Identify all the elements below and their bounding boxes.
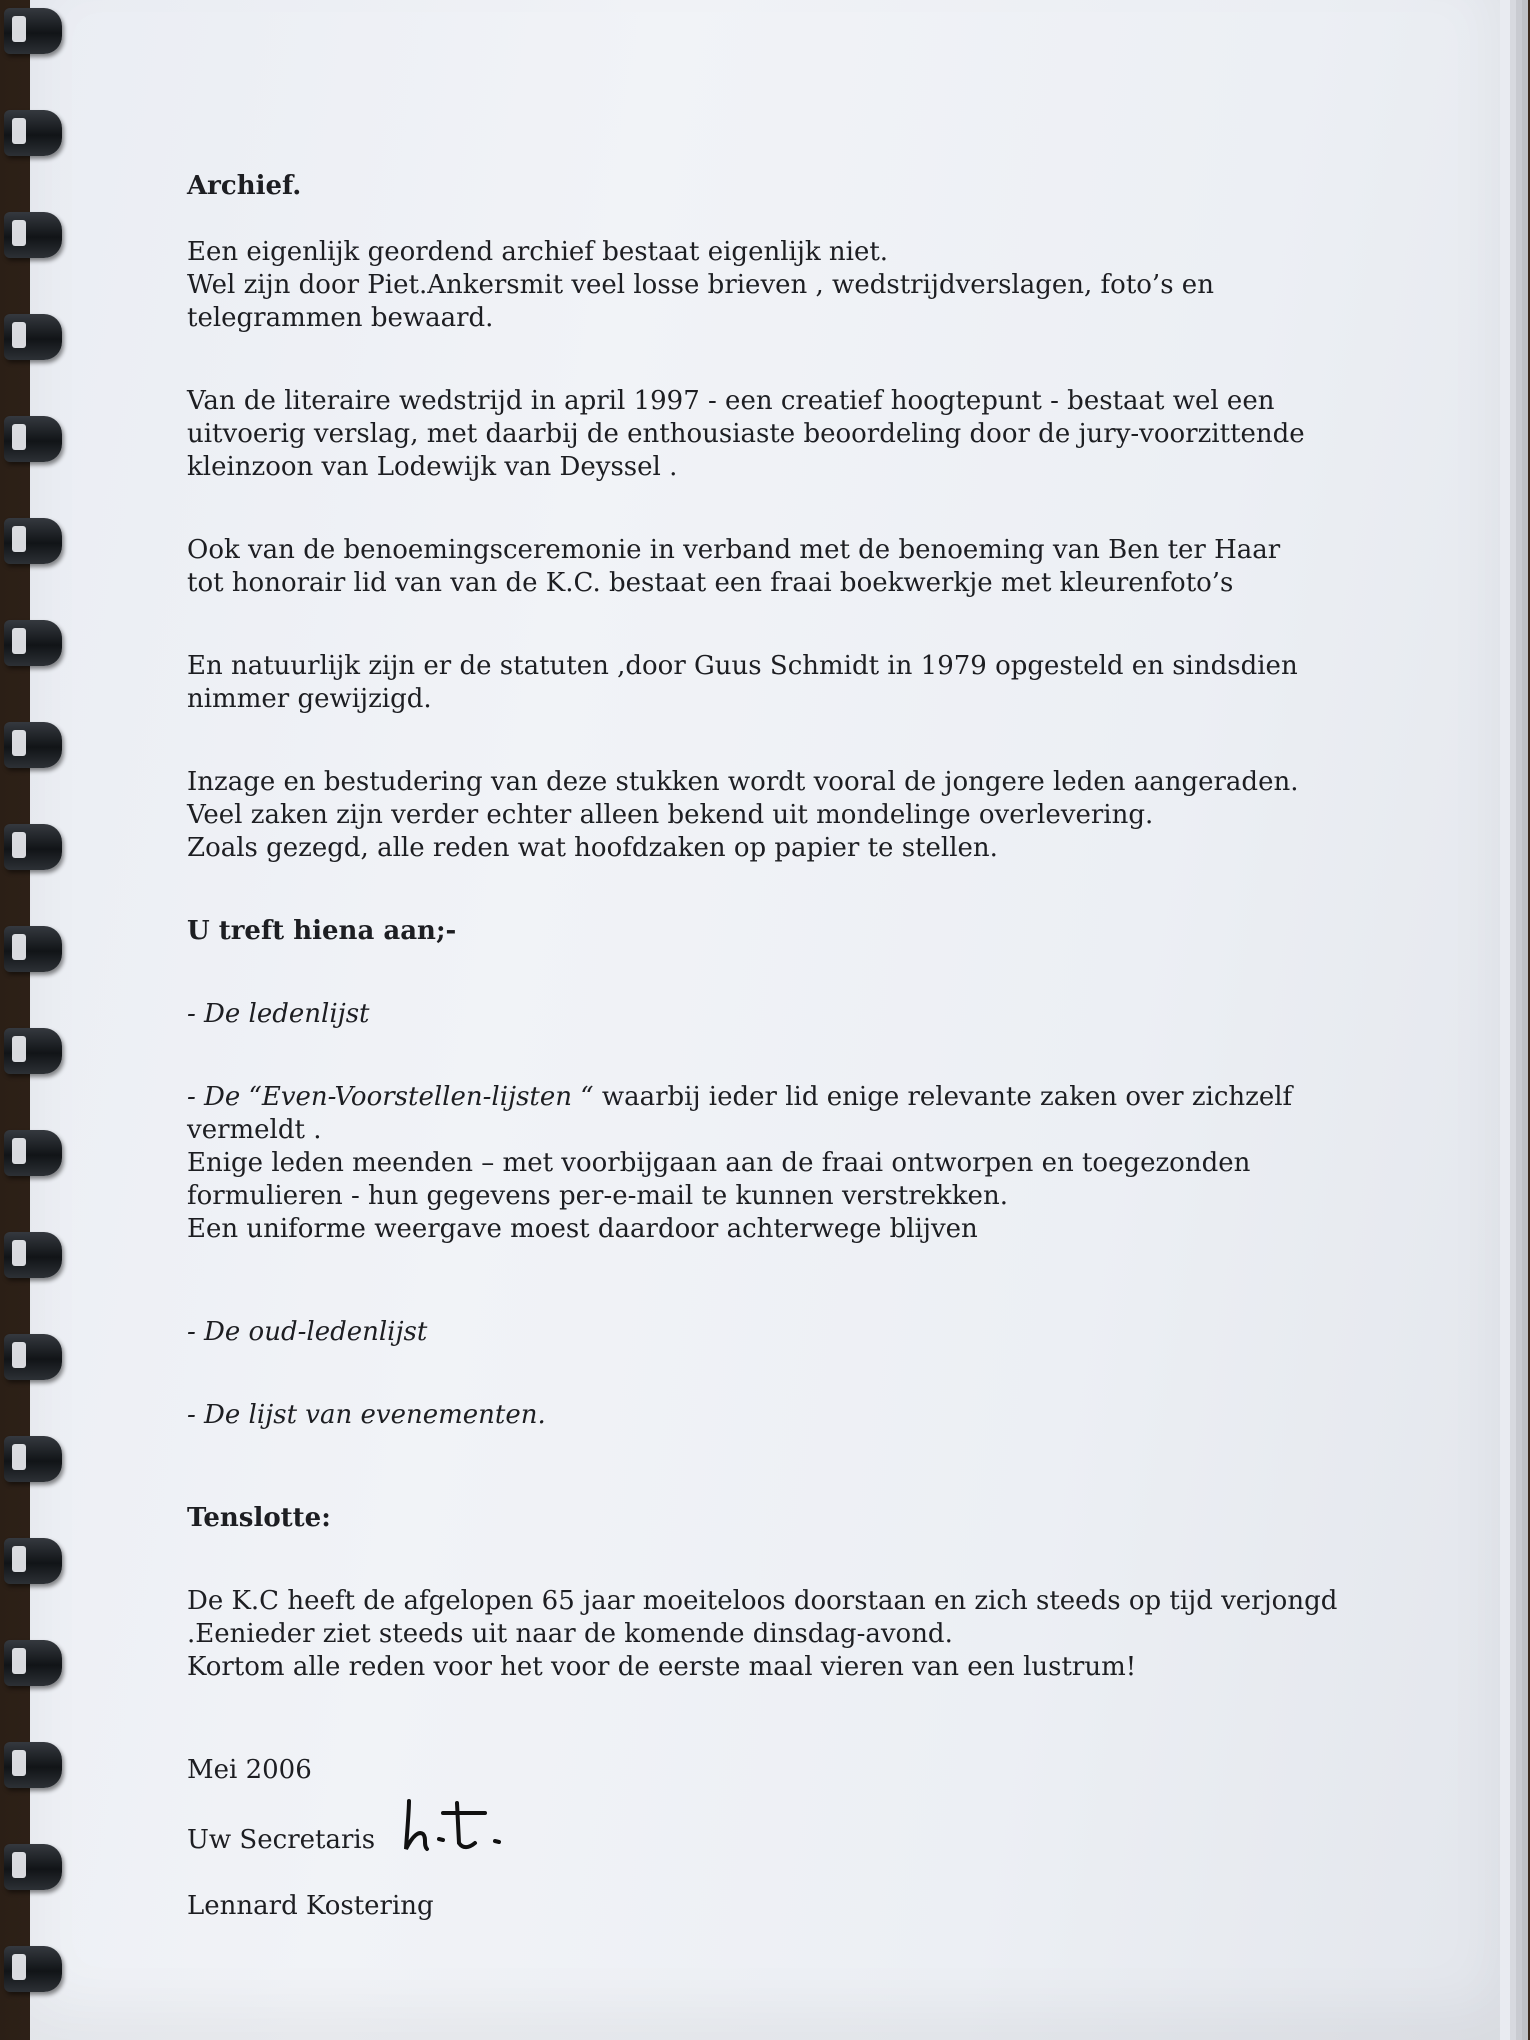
spiral-ring: [4, 926, 62, 972]
spiral-binding: [0, 0, 80, 2040]
list-item-ledenlijst: - De ledenlijst: [187, 999, 370, 1029]
spiral-ring: [4, 1028, 62, 1074]
document-title: Archief.: [187, 171, 302, 201]
closing-line-3: Kortom alle reden voor het voor de eerste maal vieren van een lustrum!: [187, 1652, 1137, 1682]
author-name: Lennard Kostering: [187, 1891, 434, 1921]
spiral-ring: [4, 1130, 62, 1176]
spiral-ring: [4, 1436, 62, 1482]
paragraph-5-line-3: Zoals gezegd, alle reden wat hoofdzaken op papier te stellen.: [187, 833, 998, 863]
spiral-ring: [4, 1334, 62, 1380]
paragraph-2-line-2: uitvoerig verslag, met daarbij de enthousiaste beoordeling door de jury-voorzittende: [187, 419, 1305, 449]
paragraph-1-line-2: Wel zijn door Piet.Ankersmit veel losse brieven , wedstrijdverslagen, foto’s en: [187, 270, 1214, 300]
list-item-evenementen: - De lijst van evenementen.: [187, 1400, 546, 1430]
list-item-even-voorstellen-title: - De “Even-Voorstellen-lijsten “: [187, 1082, 594, 1112]
spiral-ring: [4, 8, 62, 54]
list-item-even-voorstellen: [187, 1081, 1387, 1114]
signoff-text: Uw Secretaris: [187, 1825, 376, 1855]
spiral-ring: [4, 110, 62, 156]
spiral-ring: [4, 1742, 62, 1788]
paragraph-4-line-1: En natuurlijk zijn er de statuten ,door Guus Schmidt in 1979 opgesteld en sindsdien: [187, 651, 1298, 681]
spiral-ring: [4, 212, 62, 258]
spiral-ring: [4, 620, 62, 666]
spiral-ring: [4, 416, 62, 462]
spiral-ring: [4, 824, 62, 870]
signature-image: [399, 1793, 509, 1857]
paragraph-2-line-3: kleinzoon van Lodewijk van Deyssel .: [187, 452, 678, 482]
paragraph-1-line-1: Een eigenlijk geordend archief bestaat eigenlijk niet.: [187, 237, 889, 267]
signoff-row: [187, 1787, 1387, 1857]
paragraph-5-line-2: Veel zaken zijn verder echter alleen bekend uit mondelinge overlevering.: [187, 800, 1154, 830]
spiral-ring: [4, 722, 62, 768]
list-heading: U treft hiena aan;-: [187, 916, 457, 946]
paragraph-3-line-2: tot honorair lid van van de K.C. bestaat een fraai boekwerkje met kleurenfoto’s: [187, 568, 1234, 598]
even-voorstellen-line-4: Een uniforme weergave moest daardoor achterwege blijven: [187, 1214, 978, 1244]
spiral-ring: [4, 314, 62, 360]
spiral-ring: [4, 1640, 62, 1686]
document-content: [187, 170, 1387, 1923]
spiral-ring: [4, 1232, 62, 1278]
spiral-ring: [4, 1844, 62, 1890]
paragraph-1-line-3: telegrammen bewaard.: [187, 303, 494, 333]
list-item-even-voorstellen-text: waarbij ieder lid enige relevante zaken over zichzelf: [593, 1082, 1293, 1112]
spiral-ring: [4, 518, 62, 564]
paragraph-5-line-1: Inzage en bestudering van deze stukken wordt vooral de jongere leden aangeraden.: [187, 767, 1299, 797]
document-date: Mei 2006: [187, 1755, 312, 1785]
even-voorstellen-line-2: Enige leden meenden – met voorbijgaan aan de fraai ontworpen en toegezonden: [187, 1148, 1251, 1178]
paragraph-3-line-1: Ook van de benoemingsceremonie in verband met de benoeming van Ben ter Haar: [187, 535, 1281, 565]
even-voorstellen-line-3: formulieren - hun gegevens per-e-mail te kunnen verstrekken.: [187, 1181, 1008, 1211]
closing-line-1: De K.C heeft de afgelopen 65 jaar moeiteloos doorstaan en zich steeds op tijd verjongd: [187, 1586, 1338, 1616]
closing-line-2: .Eenieder ziet steeds uit naar de komende dinsdag-avond.: [187, 1619, 953, 1649]
spiral-ring: [4, 1946, 62, 1992]
paragraph-2-line-1: Van de literaire wedstrijd in april 1997 - een creatief hoogtepunt - bestaat wel een: [187, 386, 1275, 416]
paragraph-4-line-2: nimmer gewijzigd.: [187, 684, 432, 714]
list-item-oud-ledenlijst: - De oud-ledenlijst: [187, 1317, 428, 1347]
even-voorstellen-line-1: vermeldt .: [187, 1115, 322, 1145]
closing-heading: Tenslotte:: [187, 1503, 331, 1533]
spiral-ring: [4, 1538, 62, 1584]
